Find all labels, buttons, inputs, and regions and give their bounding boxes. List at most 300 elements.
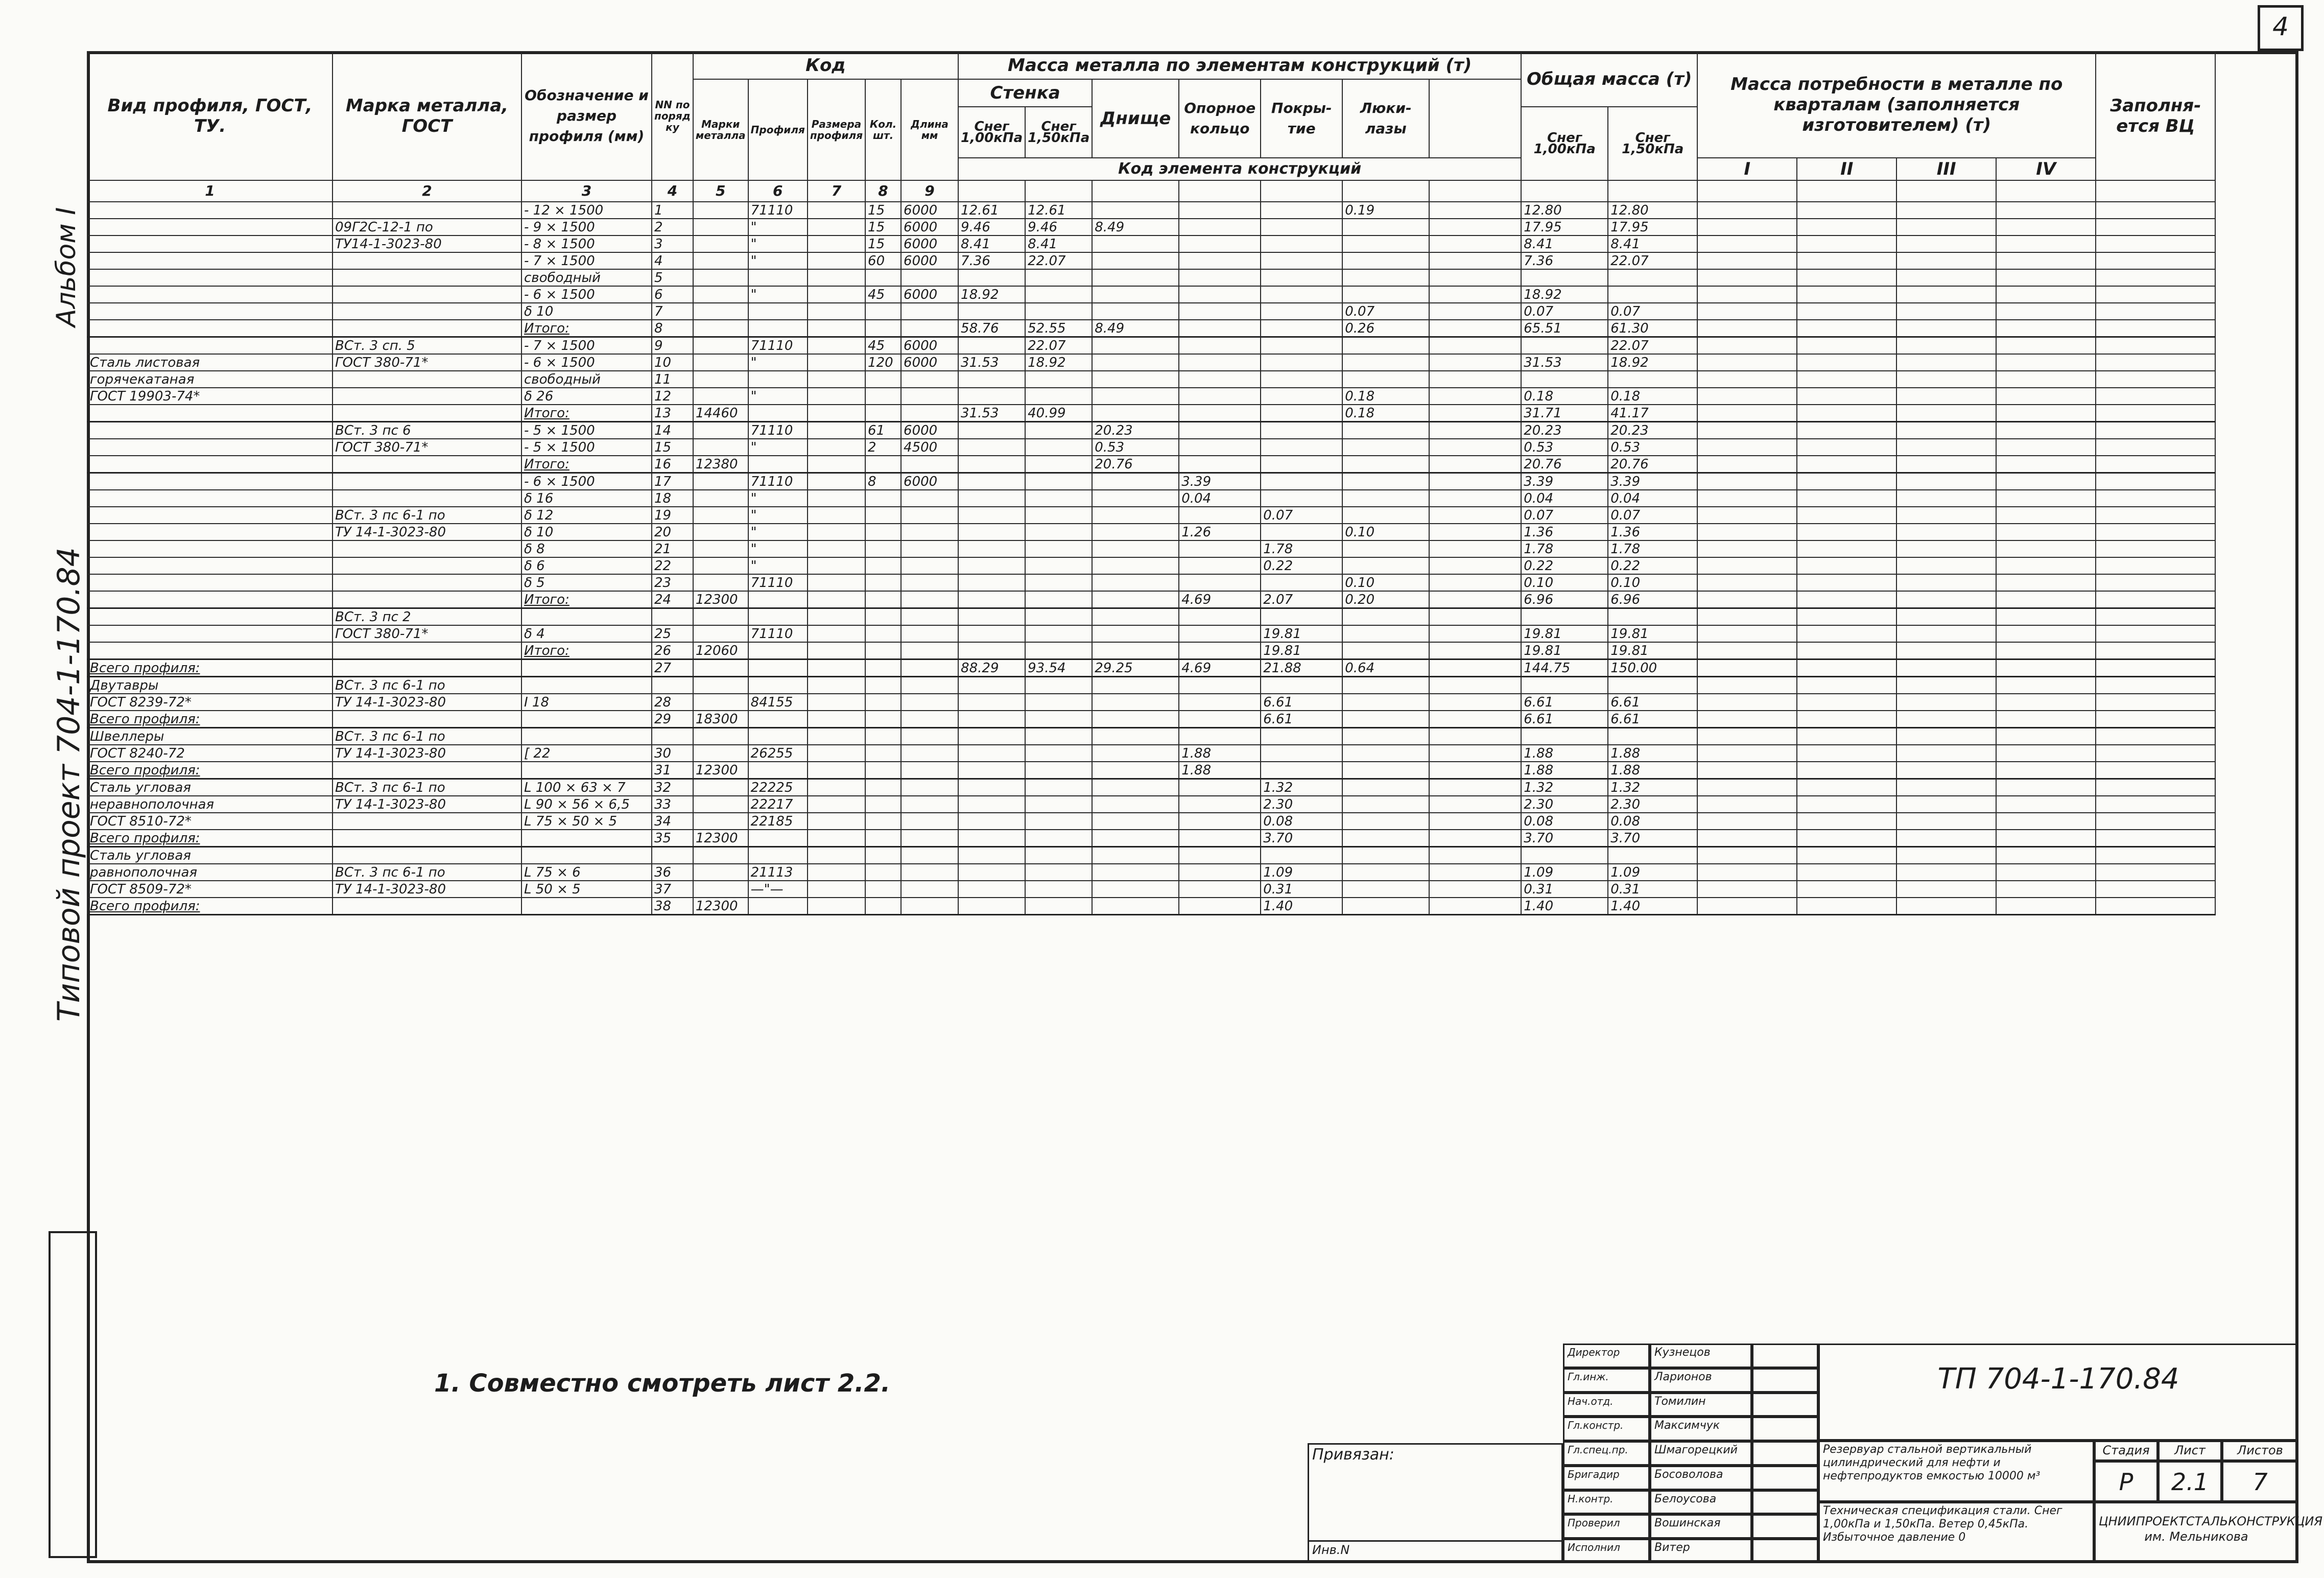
- cell-vid: [87, 202, 333, 219]
- cell-vid: [87, 507, 333, 524]
- cell-q4: [1996, 540, 2096, 557]
- cell-k7: [808, 864, 865, 881]
- cell-s2: [1025, 796, 1092, 813]
- cell-lk: [1342, 507, 1429, 524]
- cell-lk: [1342, 677, 1429, 694]
- cell-t2: 20.76: [1608, 456, 1697, 473]
- cell-k7: [808, 269, 865, 286]
- cell-t1: 19.81: [1521, 642, 1608, 660]
- cell-q2: [1797, 660, 1896, 677]
- cell-q3: [1896, 371, 1996, 388]
- cell-n: 21: [652, 540, 693, 557]
- left-stamp-box: [49, 1231, 97, 1558]
- cell-k6: [748, 847, 808, 864]
- cell-op: 1.88: [1179, 745, 1261, 762]
- cell-vc: [2096, 473, 2215, 490]
- cell-q1: [1697, 202, 1797, 219]
- cell-q4: [1996, 762, 2096, 779]
- cell-q2: [1797, 574, 1896, 591]
- cell-k5: [693, 507, 748, 524]
- cell-q3: [1896, 540, 1996, 557]
- cell-q3: [1896, 762, 1996, 779]
- cell-n: 10: [652, 354, 693, 371]
- cell-s2: 52.55: [1025, 320, 1092, 337]
- itog-row: [87, 591, 2215, 608]
- cell-k9: 4500: [901, 439, 958, 456]
- cell-q2: [1797, 694, 1896, 711]
- cell-vc: [2096, 490, 2215, 507]
- cell-t2: 0.04: [1608, 490, 1697, 507]
- cell-k7: [808, 796, 865, 813]
- description-object: Резервуар стальной вертикальный цилиндрический для нефти и нефтепродуктов емкостью 10000 м³: [1818, 1441, 2094, 1502]
- cell-n: 29: [652, 711, 693, 728]
- cell-blank: [1429, 591, 1521, 608]
- table-row: [87, 354, 2215, 371]
- cell-lk: [1342, 235, 1429, 252]
- cell-q2: [1797, 439, 1896, 456]
- cell-dn: [1092, 677, 1179, 694]
- cell-t1: 0.07: [1521, 507, 1608, 524]
- cell-q2: [1797, 422, 1896, 439]
- cell-k8: [865, 762, 901, 779]
- cell-size: Итого:: [521, 320, 652, 337]
- cell-k5: [693, 269, 748, 286]
- cell-k7: [808, 660, 865, 677]
- cell-k7: [808, 388, 865, 405]
- cell-q4: [1996, 864, 2096, 881]
- cell-k9: [901, 779, 958, 796]
- cell-k5: [693, 337, 748, 355]
- cell-k5: [693, 388, 748, 405]
- cell-q2: [1797, 830, 1896, 847]
- cell-blank: [1429, 540, 1521, 557]
- cell-t2: 0.31: [1608, 881, 1697, 898]
- cell-q4: [1996, 405, 2096, 422]
- cell-k8: [865, 642, 901, 660]
- cell-t1: 0.08: [1521, 813, 1608, 830]
- cell-t1: 20.76: [1521, 456, 1608, 473]
- cell-k6: 71110: [748, 574, 808, 591]
- cell-n: 15: [652, 439, 693, 456]
- cell-vc: [2096, 642, 2215, 660]
- cell-s2: 22.07: [1025, 252, 1092, 269]
- cell-k9: [901, 625, 958, 642]
- colnum-7: 7: [808, 180, 865, 202]
- cell-lk: [1342, 354, 1429, 371]
- cell-q1: [1697, 711, 1797, 728]
- cell-q4: [1996, 252, 2096, 269]
- cell-q4: [1996, 354, 2096, 371]
- cell-k8: [865, 898, 901, 915]
- cell-k6: [748, 642, 808, 660]
- staff-name: Максимчук: [1650, 1417, 1752, 1441]
- cell-marka: ТУ 14-1-3023-80: [333, 745, 521, 762]
- cell-vc: [2096, 864, 2215, 881]
- cell-op: 0.04: [1179, 490, 1261, 507]
- cell-op: [1179, 625, 1261, 642]
- cell-size: I 18: [521, 694, 652, 711]
- sheet-note: 1. Совместно смотреть лист 2.2.: [434, 1369, 891, 1398]
- cell-s2: 18.92: [1025, 354, 1092, 371]
- cell-blank: [1429, 507, 1521, 524]
- cell-t1: 1.78: [1521, 540, 1608, 557]
- cell-dn: [1092, 881, 1179, 898]
- cell-t2: [1608, 677, 1697, 694]
- cell-k9: [901, 898, 958, 915]
- cell-dn: [1092, 796, 1179, 813]
- cell-vid: [87, 422, 333, 439]
- cell-q3: [1896, 660, 1996, 677]
- cell-blank: [1429, 235, 1521, 252]
- cell-k8: 60: [865, 252, 901, 269]
- cell-k5: [693, 728, 748, 745]
- cell-k9: [901, 660, 958, 677]
- cell-n: [652, 847, 693, 864]
- cell-q1: [1697, 864, 1797, 881]
- cell-k8: [865, 540, 901, 557]
- cell-t1: 6.61: [1521, 711, 1608, 728]
- cell-vc: [2096, 405, 2215, 422]
- cell-blank: [1429, 422, 1521, 439]
- cell-pk: [1261, 439, 1342, 456]
- cell-vid: [87, 219, 333, 235]
- cell-vid: [87, 252, 333, 269]
- cell-pk: [1261, 847, 1342, 864]
- cell-t2: [1608, 286, 1697, 303]
- cell-marka: ГОСТ 380-71*: [333, 625, 521, 642]
- cell-lk: 0.18: [1342, 388, 1429, 405]
- cell-q3: [1896, 711, 1996, 728]
- cell-size: [521, 762, 652, 779]
- cell-pk: [1261, 371, 1342, 388]
- cell-vc: [2096, 540, 2215, 557]
- cell-pk: 21.88: [1261, 660, 1342, 677]
- cell-blank: [1429, 830, 1521, 847]
- cell-blank: [1429, 473, 1521, 490]
- cell-lk: [1342, 694, 1429, 711]
- cell-s1: [958, 864, 1025, 881]
- cell-vid: ГОСТ 8510-72*: [87, 813, 333, 830]
- cell-q1: [1697, 660, 1797, 677]
- cell-k7: [808, 252, 865, 269]
- cell-t1: 31.53: [1521, 354, 1608, 371]
- cell-vid: Всего профиля:: [87, 830, 333, 847]
- cell-marka: [333, 303, 521, 320]
- cell-vid: ГОСТ 19903-74*: [87, 388, 333, 405]
- cell-lk: [1342, 830, 1429, 847]
- cell-q2: [1797, 524, 1896, 540]
- cell-marka: ГОСТ 380-71*: [333, 439, 521, 456]
- cell-k5: [693, 864, 748, 881]
- cell-q2: [1797, 762, 1896, 779]
- cell-dn: [1092, 591, 1179, 608]
- cell-lk: [1342, 625, 1429, 642]
- cell-size: Итого:: [521, 405, 652, 422]
- staff-signature: [1752, 1490, 1818, 1515]
- cell-n: 14: [652, 422, 693, 439]
- cell-lk: 0.64: [1342, 660, 1429, 677]
- cell-q1: [1697, 557, 1797, 574]
- cell-q4: [1996, 303, 2096, 320]
- cell-t1: [1521, 677, 1608, 694]
- staff-role: Гл.инж.: [1563, 1368, 1650, 1393]
- cell-op: [1179, 642, 1261, 660]
- cell-marka: [333, 490, 521, 507]
- cell-k9: 6000: [901, 422, 958, 439]
- cell-s1: [958, 371, 1025, 388]
- cell-size: L 75 × 6: [521, 864, 652, 881]
- cell-k9: 6000: [901, 286, 958, 303]
- cell-q4: [1996, 269, 2096, 286]
- table-row: [87, 269, 2215, 286]
- cell-q3: [1896, 864, 1996, 881]
- cell-op: 1.26: [1179, 524, 1261, 540]
- cell-blank: [1429, 252, 1521, 269]
- cell-op: [1179, 439, 1261, 456]
- cell-k5: [693, 235, 748, 252]
- cell-lk: [1342, 337, 1429, 355]
- cell-k6: [748, 303, 808, 320]
- cell-size: δ 4: [521, 625, 652, 642]
- cell-t1: 3.39: [1521, 473, 1608, 490]
- cell-q3: [1896, 269, 1996, 286]
- cell-q4: [1996, 456, 2096, 473]
- cell-k9: [901, 881, 958, 898]
- table-row: [87, 439, 2215, 456]
- cell-q1: [1697, 625, 1797, 642]
- cell-blank: [1429, 779, 1521, 796]
- cell-s1: [958, 779, 1025, 796]
- cell-q3: [1896, 677, 1996, 694]
- cell-s1: [958, 540, 1025, 557]
- cell-s1: [958, 625, 1025, 642]
- colnum-3: 3: [521, 180, 652, 202]
- cell-t2: 12.80: [1608, 202, 1697, 219]
- cell-n: 32: [652, 779, 693, 796]
- cell-t1: 2.30: [1521, 796, 1608, 813]
- cell-pk: 3.70: [1261, 830, 1342, 847]
- cell-s1: [958, 762, 1025, 779]
- cell-k7: [808, 830, 865, 847]
- cell-marka: ВСт. 3 пс 6-1 по: [333, 728, 521, 745]
- cell-pk: [1261, 269, 1342, 286]
- sheet-label: Лист: [2158, 1441, 2222, 1461]
- col-header-pokrytie: Покры- тие: [1261, 79, 1342, 158]
- cell-k9: [901, 813, 958, 830]
- cell-size: [521, 677, 652, 694]
- cell-q1: [1697, 642, 1797, 660]
- cell-op: [1179, 456, 1261, 473]
- cell-blank: [1429, 660, 1521, 677]
- privyazan-label: Привязан:: [1312, 1446, 1394, 1464]
- cell-s1: [958, 898, 1025, 915]
- cell-marka: [333, 830, 521, 847]
- cell-k5: [693, 847, 748, 864]
- cell-n: 34: [652, 813, 693, 830]
- cell-s2: 22.07: [1025, 337, 1092, 355]
- cell-q2: [1797, 388, 1896, 405]
- cell-q3: [1896, 625, 1996, 642]
- cell-q3: [1896, 219, 1996, 235]
- cell-blank: [1429, 677, 1521, 694]
- cell-vid: [87, 557, 333, 574]
- cell-t1: [1521, 269, 1608, 286]
- cell-k6: 71110: [748, 337, 808, 355]
- cell-k6: 71110: [748, 422, 808, 439]
- cell-pk: [1261, 219, 1342, 235]
- cell-op: [1179, 507, 1261, 524]
- cell-op: [1179, 557, 1261, 574]
- cell-t1: 0.31: [1521, 881, 1608, 898]
- cell-k7: [808, 524, 865, 540]
- cell-pk: [1261, 388, 1342, 405]
- cell-s2: [1025, 677, 1092, 694]
- cell-marka: [333, 388, 521, 405]
- cell-s2: [1025, 847, 1092, 864]
- cell-k8: [865, 608, 901, 626]
- cell-lk: [1342, 898, 1429, 915]
- cell-dn: [1092, 405, 1179, 422]
- cell-pk: [1261, 608, 1342, 626]
- sheets-label: Листов: [2222, 1441, 2298, 1461]
- cell-s1: [958, 796, 1025, 813]
- cell-lk: [1342, 745, 1429, 762]
- cell-k5: [693, 303, 748, 320]
- cell-blank: [1429, 796, 1521, 813]
- cell-k6: [748, 456, 808, 473]
- cell-k5: [693, 371, 748, 388]
- cell-q1: [1697, 456, 1797, 473]
- cell-q3: [1896, 507, 1996, 524]
- cell-s1: 18.92: [958, 286, 1025, 303]
- cell-k6: 71110: [748, 625, 808, 642]
- cell-k5: [693, 608, 748, 626]
- cell-n: 8: [652, 320, 693, 337]
- cell-s2: [1025, 439, 1092, 456]
- cell-k5: [693, 625, 748, 642]
- cell-lk: 0.10: [1342, 524, 1429, 540]
- cell-k8: 8: [865, 473, 901, 490]
- cell-k7: [808, 677, 865, 694]
- cell-t2: 1.78: [1608, 540, 1697, 557]
- cell-t1: 0.07: [1521, 303, 1608, 320]
- cell-k9: [901, 694, 958, 711]
- itog-row: [87, 456, 2215, 473]
- cell-q4: [1996, 320, 2096, 337]
- vsego-row: [87, 830, 2215, 847]
- cell-k7: [808, 219, 865, 235]
- cell-dn: [1092, 303, 1179, 320]
- cell-n: 38: [652, 898, 693, 915]
- cell-t2: [1608, 608, 1697, 626]
- cell-op: 4.69: [1179, 660, 1261, 677]
- cell-op: 3.39: [1179, 473, 1261, 490]
- cell-lk: [1342, 490, 1429, 507]
- cell-s2: [1025, 608, 1092, 626]
- table-row: [87, 371, 2215, 388]
- cell-op: [1179, 269, 1261, 286]
- cell-vc: [2096, 625, 2215, 642]
- cell-vid: [87, 490, 333, 507]
- cell-n: 33: [652, 796, 693, 813]
- cell-k7: [808, 473, 865, 490]
- cell-vc: [2096, 524, 2215, 540]
- cell-size: [521, 728, 652, 745]
- cell-blank: [1429, 219, 1521, 235]
- cell-k8: [865, 881, 901, 898]
- cell-k9: 6000: [901, 354, 958, 371]
- cell-size: свободный: [521, 371, 652, 388]
- cell-k7: [808, 507, 865, 524]
- cell-size: - 5 × 1500: [521, 439, 652, 456]
- cell-k5: 12300: [693, 898, 748, 915]
- cell-pk: 6.61: [1261, 711, 1342, 728]
- cell-n: [652, 608, 693, 626]
- cell-pk: [1261, 422, 1342, 439]
- col-header-marka: Марка металла, ГОСТ: [333, 52, 521, 180]
- cell-n: 3: [652, 235, 693, 252]
- cell-lk: [1342, 728, 1429, 745]
- cell-op: [1179, 711, 1261, 728]
- cell-vid: Сталь угловая: [87, 779, 333, 796]
- cell-k8: 120: [865, 354, 901, 371]
- cell-q4: [1996, 625, 2096, 642]
- cell-q1: [1697, 779, 1797, 796]
- cell-q2: [1797, 252, 1896, 269]
- cell-blank: [1429, 490, 1521, 507]
- cell-t2: 2.30: [1608, 796, 1697, 813]
- cell-k7: [808, 286, 865, 303]
- cell-k6: 22217: [748, 796, 808, 813]
- cell-s1: 8.41: [958, 235, 1025, 252]
- cell-t2: 17.95: [1608, 219, 1697, 235]
- cell-k8: [865, 864, 901, 881]
- cell-marka: ВСт. 3 пс 6-1 по: [333, 779, 521, 796]
- col-header-k5: Марки металла: [693, 79, 748, 180]
- cell-s2: [1025, 371, 1092, 388]
- cell-k9: [901, 847, 958, 864]
- cell-k9: [901, 864, 958, 881]
- cell-s2: [1025, 490, 1092, 507]
- cell-t2: 0.22: [1608, 557, 1697, 574]
- cell-vid: [87, 320, 333, 337]
- cell-marka: ВСт. 3 пс 6-1 по: [333, 677, 521, 694]
- cell-q2: [1797, 490, 1896, 507]
- cell-k6: [748, 405, 808, 422]
- cell-t1: 0.22: [1521, 557, 1608, 574]
- cell-marka: ВСт. 3 пс 2: [333, 608, 521, 626]
- cell-q1: [1697, 405, 1797, 422]
- cell-size: δ 10: [521, 303, 652, 320]
- cell-pk: 6.61: [1261, 694, 1342, 711]
- cell-n: 28: [652, 694, 693, 711]
- cell-vid: горячекатаная: [87, 371, 333, 388]
- cell-k9: [901, 371, 958, 388]
- title-block: [1308, 1344, 2322, 1563]
- cell-k7: [808, 898, 865, 915]
- cell-pk: 1.40: [1261, 898, 1342, 915]
- col-header-q3: III: [1896, 158, 1996, 180]
- col-header-k9: Длина мм: [901, 79, 958, 180]
- cell-n: 12: [652, 388, 693, 405]
- cell-pk: [1261, 745, 1342, 762]
- cell-blank: [1429, 456, 1521, 473]
- cell-q2: [1797, 269, 1896, 286]
- col-header-opornoe: Опорное кольцо: [1179, 79, 1261, 158]
- cell-k6: ": [748, 235, 808, 252]
- staff-role: Гл.спец.пр.: [1563, 1441, 1650, 1466]
- cell-dn: [1092, 642, 1179, 660]
